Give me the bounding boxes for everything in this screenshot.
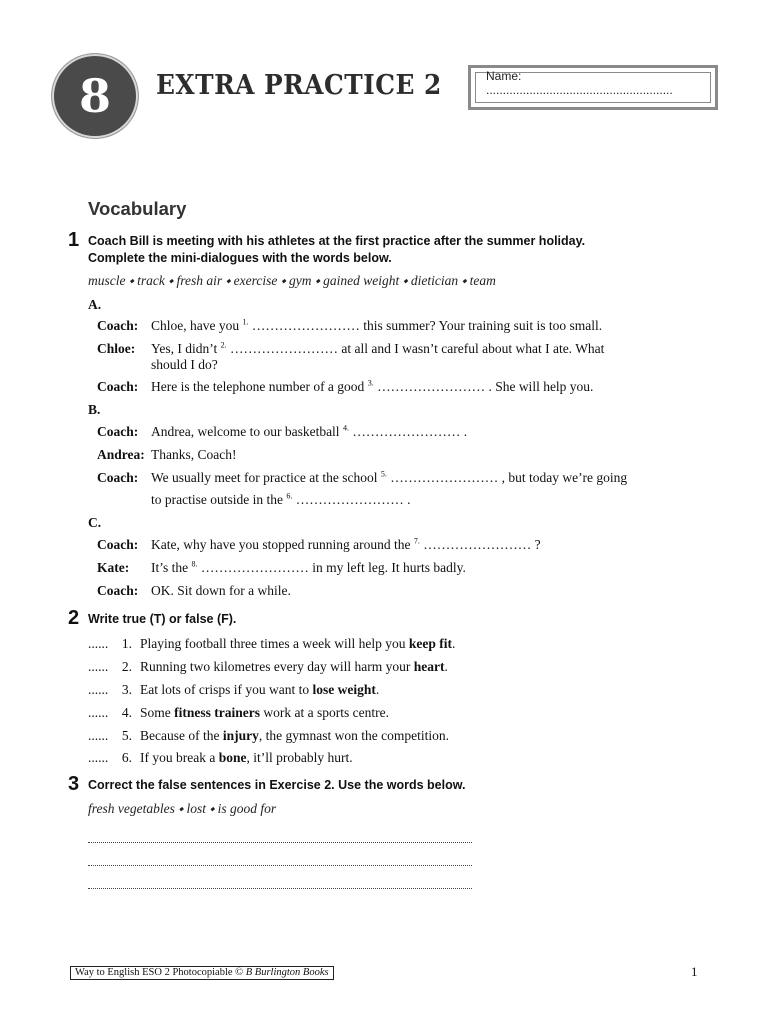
- gap-number: 2.: [220, 340, 227, 350]
- gap-blank[interactable]: …………………… .: [348, 424, 468, 439]
- gap-blank[interactable]: …………………… .: [292, 492, 411, 507]
- dialogue-part-label: B.: [88, 402, 101, 417]
- gap-blank[interactable]: …………………… , but today we’re going: [386, 470, 628, 485]
- name-field[interactable]: Name: ........................................................: [475, 72, 711, 103]
- answer-blank[interactable]: ......: [88, 659, 109, 674]
- gap-number: 6.: [286, 491, 293, 501]
- gap-number: 5.: [380, 469, 387, 479]
- item-number: 2.: [121, 659, 132, 674]
- key-word: bone: [218, 750, 247, 765]
- exercise-1-instruction-2: Complete the mini-dialogues with the words below.: [88, 251, 392, 265]
- exercise-1-instruction-1: Coach Bill is meeting with his athletes at the first practice after the summer holiday.: [88, 234, 586, 248]
- key-word: keep fit: [408, 636, 452, 651]
- speaker-label: Coach:: [97, 537, 139, 552]
- gap-blank[interactable]: …………………… . She will help you.: [373, 379, 594, 394]
- key-word: lose weight: [312, 682, 376, 697]
- speaker-label: Coach:: [97, 470, 139, 485]
- true-false-item: ...... 5. Because of the injury, the gymnast won the competition.: [88, 728, 449, 743]
- exercise-3-instruction: Correct the false sentences in Exercise 2. Use the words below.: [88, 778, 466, 792]
- dialogue-line: Yes, I didn’t $^{2.}$ …………………… at all and I wasn’t careful about what I ate. What: [151, 340, 605, 356]
- key-word: fitness trainers: [174, 705, 260, 720]
- true-false-item: ...... 3. Eat lots of crisps if you want to lose weight.: [88, 682, 380, 697]
- dialogue-line: We usually meet for practice at the school $^{5.}$ …………………… , but today we’re going: [151, 469, 628, 485]
- answer-line[interactable]: [88, 864, 472, 866]
- item-number: 5.: [121, 728, 132, 743]
- footer-text: Way to English ESO 2 Photocopiable ©: [75, 967, 246, 978]
- gap-number: 3.: [367, 378, 374, 388]
- answer-blank[interactable]: ......: [88, 728, 109, 743]
- speaker-label: Coach:: [97, 318, 139, 333]
- exercise-1-number: 1: [68, 229, 80, 251]
- name-box: [468, 65, 718, 110]
- dialogue-part-label: A.: [88, 297, 102, 312]
- unit-badge: [52, 54, 138, 138]
- gap-blank[interactable]: …………………… at all and I wasn’t careful about what I ate. What: [226, 341, 605, 356]
- answer-blank[interactable]: ......: [88, 750, 109, 765]
- dialogue-line-continuation: should I do?: [151, 357, 218, 372]
- exercise-3-word-bank: fresh vegetables ⬩ lost ⬩ is good for: [88, 801, 277, 816]
- footer-brand: B Burlington Books: [245, 967, 329, 978]
- speaker-label: Coach:: [97, 424, 139, 439]
- key-word: injury: [222, 728, 259, 743]
- true-false-item: ...... 4. Some fitness trainers work at a sports centre.: [88, 705, 389, 720]
- true-false-item: ...... 2. Running two kilometres every day will harm your heart.: [88, 659, 448, 674]
- gap-blank[interactable]: …………………… ?: [419, 537, 541, 552]
- page-title: EXTRA PRACTICE 2: [156, 70, 442, 101]
- speaker-label: Coach:: [97, 583, 139, 598]
- answer-line[interactable]: [88, 841, 472, 843]
- unit-number: 8: [78, 69, 111, 123]
- key-word: heart: [413, 659, 445, 674]
- item-number: 1.: [121, 636, 132, 651]
- exercise-1-word-bank: muscle ⬩ track ⬩ fresh air ⬩ exercise ⬩ gym ⬩ gained weight ⬩ dietician ⬩ team: [88, 273, 496, 288]
- exercise-3-number: 3: [68, 773, 80, 795]
- gap-blank[interactable]: …………………… this summer? Your training suit is too small.: [248, 318, 603, 333]
- gap-number: 7.: [413, 536, 420, 546]
- dialogue-part-label: C.: [88, 515, 102, 530]
- gap-blank[interactable]: …………………… in my left leg. It hurts badly.: [197, 560, 466, 575]
- page-number: 1: [691, 964, 698, 979]
- item-number: 3.: [121, 682, 132, 697]
- exercise-2-number: 2: [68, 607, 80, 629]
- gap-number: 8.: [191, 559, 198, 569]
- speaker-label: Kate:: [97, 560, 130, 575]
- dialogue-line: OK. Sit down for a while.: [151, 583, 291, 598]
- answer-blank[interactable]: ......: [88, 705, 109, 720]
- dialogue-line: Kate, why have you stopped running around the $^{7.}$ …………………… ?: [151, 536, 541, 552]
- dialogue-line: to practise outside in the $^{6.}$ …………………… .: [151, 491, 411, 507]
- true-false-item: ...... 6. If you break a bone, it’ll probably hurt.: [88, 750, 353, 765]
- dialogue-line: Andrea, welcome to our basketball $^{4.}$ …………………… .: [151, 423, 468, 439]
- exercise-2-instruction: Write true (T) or false (F).: [88, 612, 237, 626]
- dialogue-line: Chloe, have you $^{1.}$ …………………… this summer? Your training suit is too small.: [151, 317, 603, 333]
- true-false-item: ...... 1. Playing football three times a week will help you keep fit.: [88, 636, 456, 651]
- speaker-label: Chloe:: [97, 341, 136, 356]
- answer-blank[interactable]: ......: [88, 636, 109, 651]
- gap-number: 1.: [242, 317, 249, 327]
- dialogue-line: Thanks, Coach!: [151, 447, 237, 462]
- dialogue-line: It’s the $^{8.}$ …………………… in my left leg. It hurts badly.: [151, 559, 466, 575]
- answer-line[interactable]: [88, 887, 472, 889]
- dialogue-line: Here is the telephone number of a good $^{3.}$ …………………… . She will help you.: [151, 378, 594, 394]
- answer-blank[interactable]: ......: [88, 682, 109, 697]
- speaker-label: Coach:: [97, 379, 139, 394]
- speaker-label: Andrea:: [97, 447, 145, 462]
- section-heading: Vocabulary: [88, 198, 187, 219]
- item-number: 6.: [121, 750, 132, 765]
- footer-credit: [70, 966, 334, 980]
- item-number: 4.: [121, 705, 132, 720]
- gap-number: 4.: [342, 423, 349, 433]
